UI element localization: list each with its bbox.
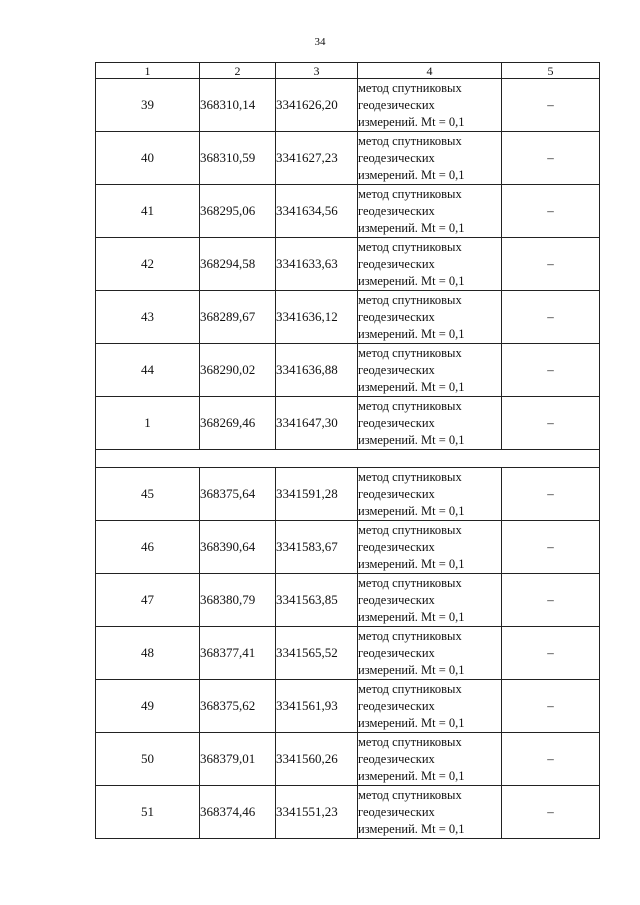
x-coordinate-cell: 368375,64 [200, 468, 276, 521]
y-coordinate-cell: 3341561,93 [276, 680, 358, 733]
note-cell: – [502, 291, 600, 344]
table-row [96, 574, 600, 627]
method-cell [358, 574, 502, 627]
method-line: геодезических [358, 415, 435, 430]
method-line: измерений. Mt = 0,1 [358, 768, 465, 783]
column-header: 3 [276, 63, 358, 79]
point-number-cell: 51 [96, 786, 200, 839]
y-coordinate-cell: 3341563,85 [276, 574, 358, 627]
y-coordinate-cell: 3341583,67 [276, 521, 358, 574]
x-coordinate-cell: 368295,06 [200, 185, 276, 238]
table-row [96, 733, 600, 786]
method-line: измерений. Mt = 0,1 [358, 167, 465, 182]
x-coordinate-cell: 368289,67 [200, 291, 276, 344]
method-line: геодезических [358, 539, 435, 554]
method-cell [358, 185, 502, 238]
x-coordinate-cell: 368375,62 [200, 680, 276, 733]
note-cell: – [502, 397, 600, 450]
method-line: измерений. Mt = 0,1 [358, 715, 465, 730]
method-line: измерений. Mt = 0,1 [358, 432, 465, 447]
table-row [96, 786, 600, 839]
method-line: измерений. Mt = 0,1 [358, 114, 465, 129]
x-coordinate-cell: 368290,02 [200, 344, 276, 397]
method-line: метод спутниковых [358, 575, 462, 590]
method-cell [358, 468, 502, 521]
method-cell [358, 397, 502, 450]
method-cell [358, 79, 502, 132]
method-line: метод спутниковых [358, 628, 462, 643]
point-number-cell: 41 [96, 185, 200, 238]
y-coordinate-cell: 3341551,23 [276, 786, 358, 839]
method-line: метод спутниковых [358, 292, 462, 307]
y-coordinate-cell: 3341633,63 [276, 238, 358, 291]
method-line: метод спутниковых [358, 734, 462, 749]
method-line: измерений. Mt = 0,1 [358, 503, 465, 518]
note-cell: – [502, 786, 600, 839]
method-line: метод спутниковых [358, 787, 462, 802]
method-line: метод спутниковых [358, 186, 462, 201]
table-row [96, 79, 600, 132]
method-line: измерений. Mt = 0,1 [358, 379, 465, 394]
point-number-cell: 47 [96, 574, 200, 627]
method-cell [358, 238, 502, 291]
table-row [96, 185, 600, 238]
table-row [96, 238, 600, 291]
note-cell: – [502, 185, 600, 238]
method-cell [358, 291, 502, 344]
note-cell: – [502, 574, 600, 627]
method-line: геодезических [358, 645, 435, 660]
column-header: 4 [358, 63, 502, 79]
note-cell: – [502, 132, 600, 185]
method-line: геодезических [358, 362, 435, 377]
method-line: геодезических [358, 698, 435, 713]
x-coordinate-cell: 368269,46 [200, 397, 276, 450]
page-number: 34 [314, 36, 326, 48]
table-body [96, 79, 600, 839]
y-coordinate-cell: 3341591,28 [276, 468, 358, 521]
note-cell: – [502, 521, 600, 574]
method-cell [358, 680, 502, 733]
x-coordinate-cell: 368380,79 [200, 574, 276, 627]
method-line: измерений. Mt = 0,1 [358, 326, 465, 341]
method-line: метод спутниковых [358, 239, 462, 254]
method-line: измерений. Mt = 0,1 [358, 273, 465, 288]
separator-cell [96, 450, 600, 468]
y-coordinate-cell: 3341636,88 [276, 344, 358, 397]
note-cell: – [502, 79, 600, 132]
table-row [96, 344, 600, 397]
table-row [96, 132, 600, 185]
y-coordinate-cell: 3341647,30 [276, 397, 358, 450]
table-row [96, 397, 600, 450]
y-coordinate-cell: 3341636,12 [276, 291, 358, 344]
point-number-cell: 46 [96, 521, 200, 574]
point-number-cell: 48 [96, 627, 200, 680]
point-number-cell: 44 [96, 344, 200, 397]
method-line: метод спутниковых [358, 469, 462, 484]
method-line: метод спутниковых [358, 522, 462, 537]
coordinates-table [95, 62, 600, 839]
method-line: геодезических [358, 97, 435, 112]
point-number-cell: 40 [96, 132, 200, 185]
point-number-cell: 49 [96, 680, 200, 733]
method-line: измерений. Mt = 0,1 [358, 662, 465, 677]
method-line: измерений. Mt = 0,1 [358, 609, 465, 624]
method-line: метод спутниковых [358, 398, 462, 413]
method-cell [358, 733, 502, 786]
group-separator-row [96, 450, 600, 468]
method-line: геодезических [358, 150, 435, 165]
method-line: геодезических [358, 203, 435, 218]
y-coordinate-cell: 3341560,26 [276, 733, 358, 786]
method-line: измерений. Mt = 0,1 [358, 821, 465, 836]
point-number-cell: 50 [96, 733, 200, 786]
table-row [96, 680, 600, 733]
table-row [96, 521, 600, 574]
method-line: метод спутниковых [358, 681, 462, 696]
method-cell [358, 132, 502, 185]
column-header: 2 [200, 63, 276, 79]
x-coordinate-cell: 368390,64 [200, 521, 276, 574]
method-cell [358, 521, 502, 574]
x-coordinate-cell: 368310,14 [200, 79, 276, 132]
method-line: измерений. Mt = 0,1 [358, 556, 465, 571]
point-number-cell: 43 [96, 291, 200, 344]
y-coordinate-cell: 3341626,20 [276, 79, 358, 132]
table-row [96, 468, 600, 521]
method-line: геодезических [358, 592, 435, 607]
point-number-cell: 42 [96, 238, 200, 291]
column-header: 1 [96, 63, 200, 79]
note-cell: – [502, 344, 600, 397]
y-coordinate-cell: 3341565,52 [276, 627, 358, 680]
x-coordinate-cell: 368374,46 [200, 786, 276, 839]
method-line: геодезических [358, 486, 435, 501]
method-line: геодезических [358, 309, 435, 324]
y-coordinate-cell: 3341634,56 [276, 185, 358, 238]
method-cell [358, 344, 502, 397]
table-row [96, 627, 600, 680]
x-coordinate-cell: 368379,01 [200, 733, 276, 786]
x-coordinate-cell: 368377,41 [200, 627, 276, 680]
method-line: метод спутниковых [358, 80, 462, 95]
note-cell: – [502, 238, 600, 291]
point-number-cell: 39 [96, 79, 200, 132]
x-coordinate-cell: 368294,58 [200, 238, 276, 291]
x-coordinate-cell: 368310,59 [200, 132, 276, 185]
note-cell: – [502, 733, 600, 786]
table-row [96, 291, 600, 344]
note-cell: – [502, 680, 600, 733]
y-coordinate-cell: 3341627,23 [276, 132, 358, 185]
point-number-cell: 45 [96, 468, 200, 521]
method-line: геодезических [358, 804, 435, 819]
header-row [96, 63, 600, 79]
column-header: 5 [502, 63, 600, 79]
method-line: геодезических [358, 751, 435, 766]
note-cell: – [502, 627, 600, 680]
method-line: метод спутниковых [358, 345, 462, 360]
method-line: измерений. Mt = 0,1 [358, 220, 465, 235]
method-line: метод спутниковых [358, 133, 462, 148]
note-cell: – [502, 468, 600, 521]
method-cell [358, 786, 502, 839]
method-cell [358, 627, 502, 680]
method-line: геодезических [358, 256, 435, 271]
point-number-cell: 1 [96, 397, 200, 450]
